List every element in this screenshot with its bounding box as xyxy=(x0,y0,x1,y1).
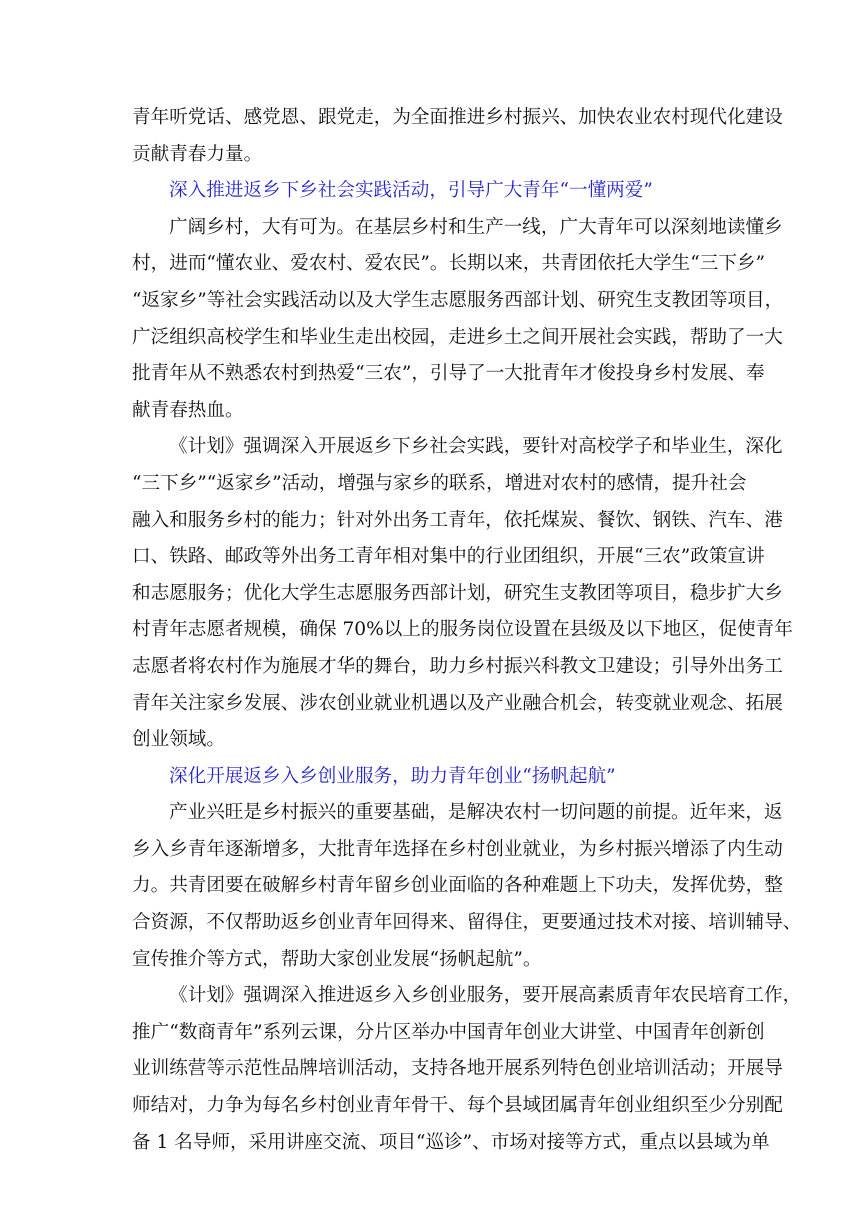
text-line: 批青年从不熟悉农村到热爱“三农”，引导了一大批青年才俊投身乡村发展、奉 xyxy=(132,363,765,385)
text-line: 村，进而“懂农业、爱农村、爱农民”。长期以来，共青团依托大学生“三下乡” xyxy=(132,253,766,275)
text-line: 广阔乡村，大有可为。在基层乡村和生产一线，广大青年可以深刻地读懂乡 xyxy=(169,216,783,238)
text-line: 业训练营等示范性品牌培训活动，支持各地开展系列特色创业培训活动；开展导 xyxy=(132,1058,783,1080)
section-heading xyxy=(132,173,736,210)
text-line: 《计划》强调深入开展返乡下乡社会实践，要针对高校学子和毕业生，深化 xyxy=(169,436,783,458)
text-line: “三下乡”“返家乡”活动，增强与家乡的联系，增进对农村的感情，提升社会 xyxy=(132,472,747,494)
body-paragraph xyxy=(132,100,783,173)
text-line: “返家乡”等社会实践活动以及大学生志愿服务西部计划、研究生支教团等项目， xyxy=(132,289,784,311)
text-line: 村青年志愿者规模，确保 70%以上的服务岗位设置在县级及以下地区，促使青年 xyxy=(132,619,793,641)
text-line: 口、铁路、邮政等外出务工青年相对集中的行业团组织，开展“三农”政策宣讲 xyxy=(132,546,765,568)
body-paragraph xyxy=(132,795,802,978)
text-line: 青年关注家乡发展、涉农创业就业机遇以及产业融合机会，转变就业观念、拓展 xyxy=(132,692,783,714)
text-line: 产业兴旺是乡村振兴的重要基础，是解决农村一切问题的前提。近年来，返 xyxy=(169,802,783,824)
text-line: 献青春热血。 xyxy=(132,399,244,421)
text-line: 乡入乡青年逐渐增多，大批青年选择在乡村创业就业，为乡村振兴增添了内生动 xyxy=(132,838,783,860)
section-heading xyxy=(132,759,736,796)
text-line: 和志愿服务；优化大学生志愿服务西部计划，研究生支教团等项目，稳步扩大乡 xyxy=(132,582,783,604)
text-line: 合资源，不仅帮助返乡创业青年回得来、留得住，更要通过技术对接、培训辅导、 xyxy=(132,912,802,934)
body-paragraph xyxy=(132,429,793,758)
text-line: 贡献青春力量。 xyxy=(132,143,263,165)
text-line: 青年听党话、感党恩、跟党走，为全面推进乡村振兴、加快农业农村现代化建设 xyxy=(132,107,783,128)
text-line: 创业领域。 xyxy=(132,729,225,751)
text-line: 志愿者将农村作为施展才华的舞台，助力乡村振兴科教文卫建设；引导外出务工 xyxy=(132,655,783,677)
text-line: 广泛组织高校学生和毕业生走出校园，走进乡土之间开展社会实践，帮助了一大 xyxy=(132,326,783,348)
text-line: 推广“数商青年”系列云课，分片区举办中国青年创业大讲堂、中国青年创新创 xyxy=(132,1021,765,1043)
text-line: 深入推进返乡下乡社会实践活动，引导广大青年“一懂两爱” xyxy=(169,180,653,202)
text-line: 深化开展返乡入乡创业服务，助力青年创业“扬帆起航” xyxy=(169,765,616,787)
text-line: 师结对，力争为每名乡村创业青年骨干、每个县域团属青年创业组织至少分别配 xyxy=(132,1095,783,1117)
body-paragraph xyxy=(132,210,784,430)
document-body xyxy=(132,100,802,1161)
body-paragraph xyxy=(132,978,802,1161)
text-line: 力。共青团要在破解乡村青年留乡创业面临的各种难题上下功夫，发挥优势，整 xyxy=(132,875,783,897)
text-line: 备 1 名导师，采用讲座交流、项目“巡诊”、市场对接等方式，重点以县域为单 xyxy=(132,1131,770,1153)
text-line: 宣传推介等方式，帮助大家创业发展“扬帆起航”。 xyxy=(132,948,542,970)
text-line: 《计划》强调深入推进返乡入乡创业服务，要开展高素质青年农民培育工作， xyxy=(169,985,802,1007)
text-line: 融入和服务乡村的能力；针对外出务工青年，依托煤炭、餐饮、钢铁、汽车、港 xyxy=(132,509,783,531)
